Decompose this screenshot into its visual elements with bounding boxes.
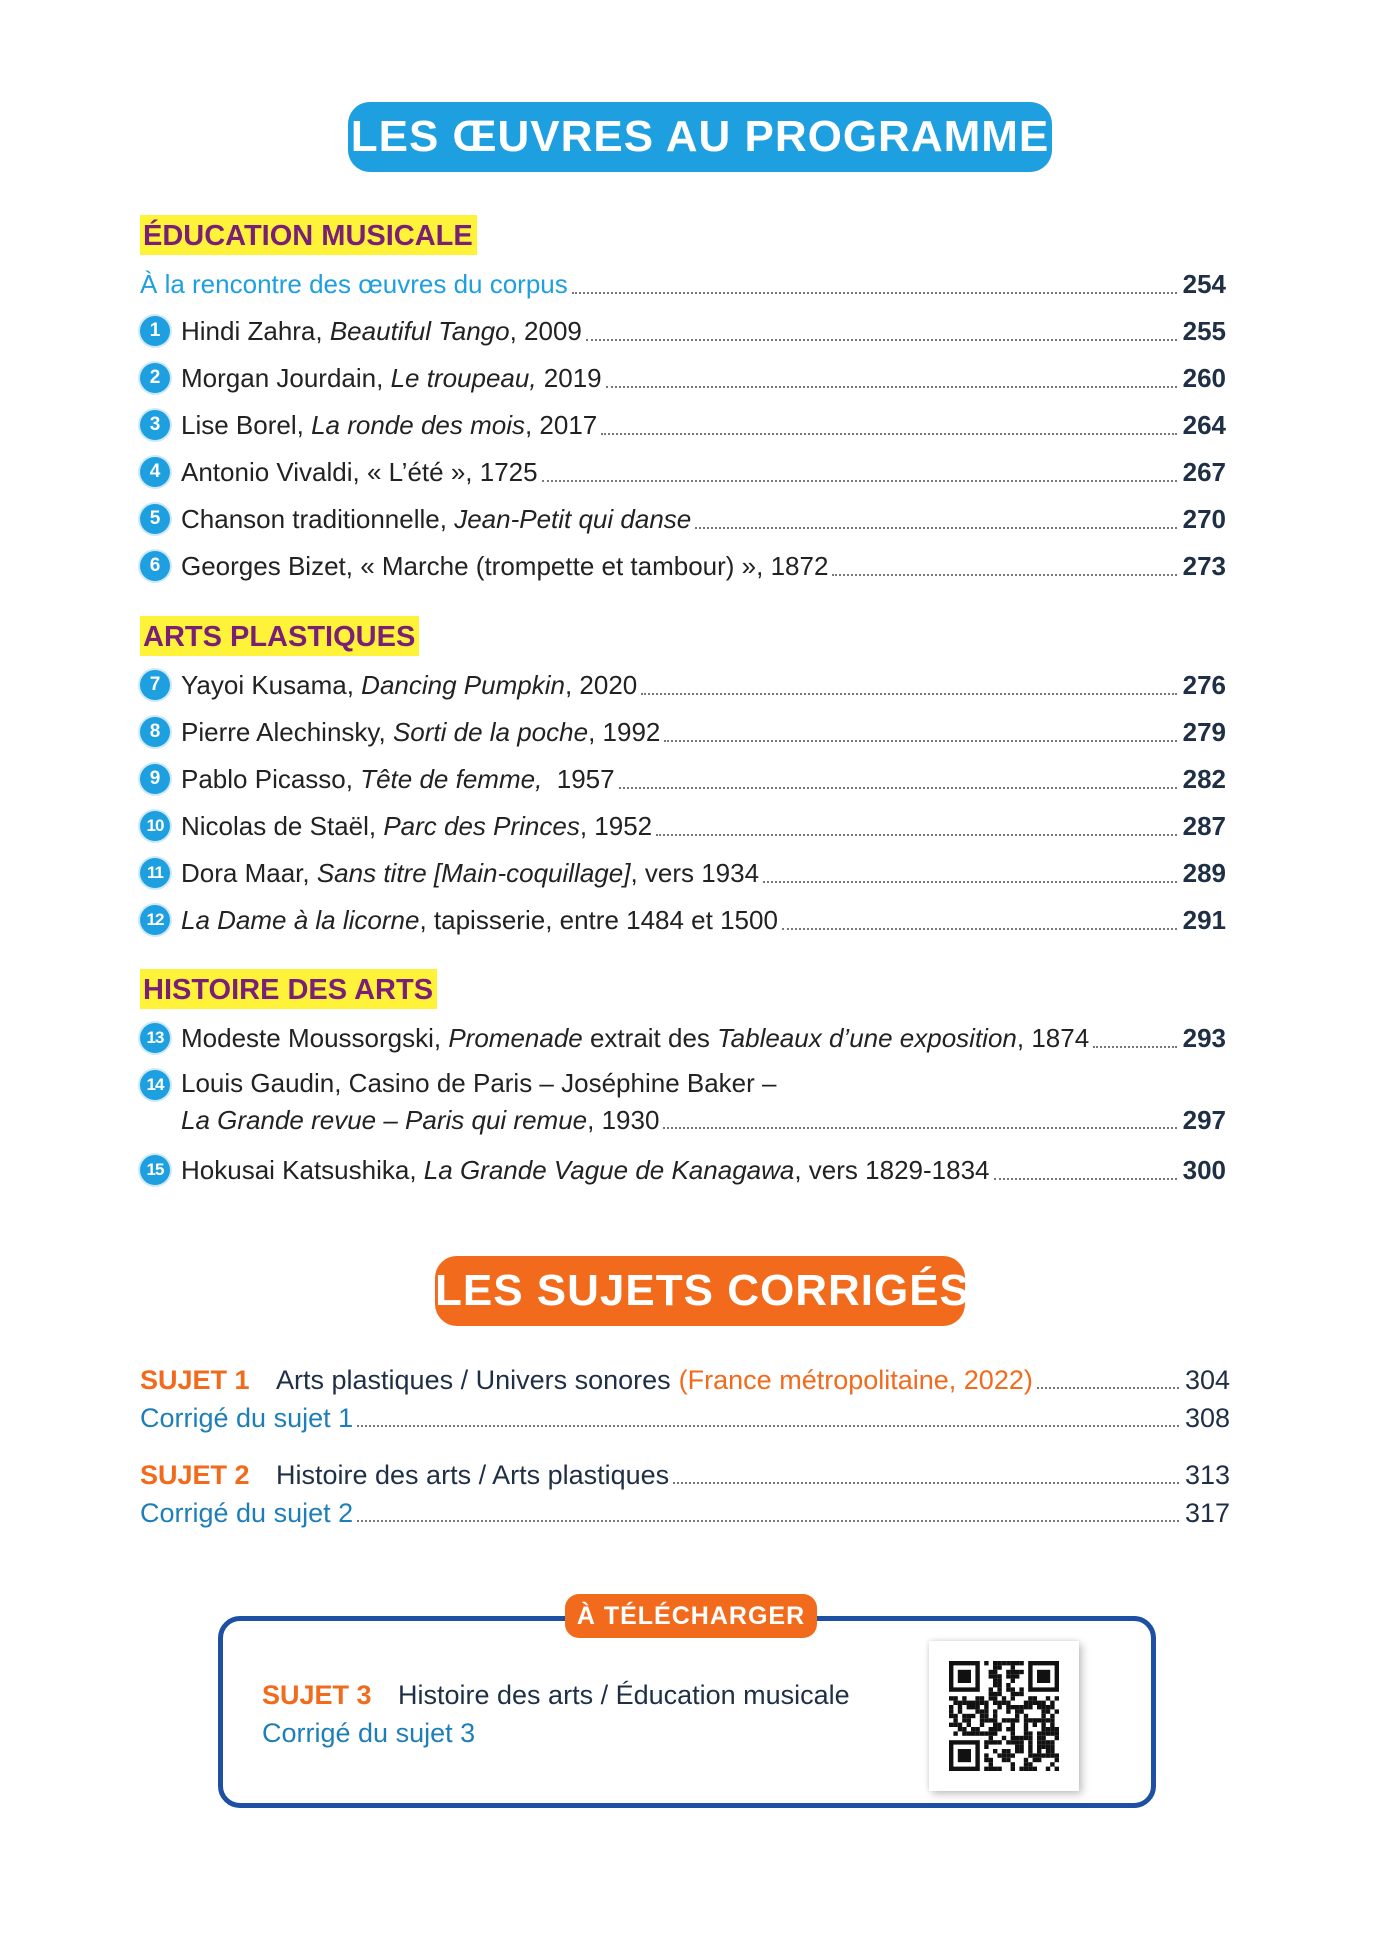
page-number: 297 (1182, 1104, 1226, 1135)
dot-leader (619, 787, 1177, 789)
toc-entry-1[interactable] (140, 311, 1226, 351)
dot-leader (673, 1482, 1179, 1484)
page-number: 270 (1182, 503, 1226, 534)
section-heading-arts-plastiques: ARTS PLASTIQUES (140, 616, 419, 656)
toc-entry-15[interactable] (140, 1150, 1226, 1190)
toc-entry-title: Morgan Jourdain, Le troupeau, 2019 (181, 362, 602, 393)
toc-entry-12[interactable] (140, 900, 1226, 940)
dot-leader (782, 928, 1177, 930)
toc-entry-7[interactable] (140, 665, 1226, 705)
sujet-label: SUJET 2 (140, 1459, 250, 1490)
sujet-2-entry[interactable] (140, 1456, 1230, 1494)
corrige-1-entry[interactable] (140, 1399, 1230, 1437)
sujet-label: SUJET 1 (140, 1364, 250, 1395)
toc-entry-title: Dora Maar, Sans titre [Main-coquillage], vers 1934 (181, 857, 760, 888)
sujet-1-entry[interactable] (140, 1361, 1230, 1399)
entry-number-badge: 4 (140, 457, 170, 487)
toc-entry-intro[interactable] (140, 264, 1226, 304)
toc-entry-title: Pablo Picasso, Tête de femme, 1957 (181, 763, 615, 794)
toc-entry-5[interactable] (140, 499, 1226, 539)
dot-leader (832, 574, 1176, 576)
page-number: 313 (1184, 1459, 1230, 1490)
toc-entry-title: Hindi Zahra, Beautiful Tango, 2009 (181, 315, 582, 346)
toc-entry-2[interactable] (140, 358, 1226, 398)
entry-number-badge: 9 (140, 764, 170, 794)
page-number: 289 (1182, 857, 1226, 888)
sujet-label: SUJET 3 (262, 1680, 372, 1710)
sujet-title: Histoire des arts / Arts plastiques (276, 1459, 670, 1490)
page-number: 291 (1182, 904, 1226, 935)
entry-number-badge: 2 (140, 363, 170, 393)
corrige-title: Corrigé du sujet 2 (140, 1497, 354, 1528)
sujet-source: (France métropolitaine, 2022) (678, 1364, 1033, 1395)
toc-entry-4[interactable] (140, 452, 1226, 492)
dot-leader (695, 527, 1176, 529)
toc-entry-3[interactable] (140, 405, 1226, 445)
entry-number-badge: 13 (140, 1023, 170, 1053)
dot-leader (664, 740, 1176, 742)
toc-entry-11[interactable] (140, 853, 1226, 893)
dot-leader (663, 1127, 1176, 1129)
page-number: 279 (1182, 716, 1226, 747)
page-number: 300 (1182, 1154, 1226, 1185)
page-number: 264 (1182, 409, 1226, 440)
toc-entry-title: Hokusai Katsushika, La Grande Vague de Kanagawa, vers 1829-1834 (181, 1154, 990, 1185)
dot-leader (641, 693, 1176, 695)
dot-leader (572, 292, 1177, 294)
page-number: 276 (1182, 669, 1226, 700)
toc-entry-title: Chanson traditionnelle, Jean-Petit qui danse (181, 503, 692, 534)
entry-number-badge: 5 (140, 504, 170, 534)
toc-entry-title: Georges Bizet, « Marche (trompette et tambour) », 1872 (181, 550, 829, 581)
oeuvres-banner: LES ŒUVRES AU PROGRAMME (348, 102, 1052, 172)
download-badge: À TÉLÉCHARGER (565, 1594, 817, 1638)
dot-leader (357, 1520, 1179, 1522)
entry-number-badge: 12 (140, 905, 170, 935)
entry-number-badge: 11 (140, 858, 170, 888)
sujet-title: Arts plastiques / Univers sonores (276, 1364, 671, 1395)
section-heading-histoire-des-arts: HISTOIRE DES ARTS (140, 969, 437, 1009)
page-number: 282 (1182, 763, 1226, 794)
corrige-3-entry[interactable]: Corrigé du sujet 3 (262, 1718, 476, 1748)
page-number: 308 (1184, 1402, 1230, 1433)
toc-entry-9[interactable] (140, 759, 1226, 799)
page-number: 260 (1182, 362, 1226, 393)
section-heading-education-musicale: ÉDUCATION MUSICALE (140, 215, 477, 255)
dot-leader (994, 1178, 1177, 1180)
toc-entry-title: Pierre Alechinsky, Sorti de la poche, 1992 (181, 716, 661, 747)
toc-entry-title: La Dame à la licorne, tapisserie, entre 1484 et 1500 (181, 904, 778, 935)
page-number: 273 (1182, 550, 1226, 581)
toc-entry-title: Yayoi Kusama, Dancing Pumpkin, 2020 (181, 669, 638, 700)
corrige-2-entry[interactable] (140, 1494, 1230, 1532)
dot-leader (656, 834, 1176, 836)
toc-entry-8[interactable] (140, 712, 1226, 752)
toc-entry-title: À la rencontre des œuvres du corpus (140, 268, 568, 299)
toc-entry-10[interactable] (140, 806, 1226, 846)
entry-number-badge: 7 (140, 670, 170, 700)
sujets-banner: LES SUJETS CORRIGÉS (435, 1256, 965, 1326)
page-number: 317 (1184, 1497, 1230, 1528)
page-number: 255 (1182, 315, 1226, 346)
dot-leader (357, 1425, 1179, 1427)
toc-entry-title: Modeste Moussorgski, Promenade extrait des Tableaux d’une exposition, 1874 (181, 1022, 1090, 1053)
corrige-title: Corrigé du sujet 1 (140, 1402, 354, 1433)
page-number: 254 (1182, 268, 1226, 299)
page-number: 287 (1182, 810, 1226, 841)
entry-number-badge: 8 (140, 717, 170, 747)
dot-leader (601, 433, 1176, 435)
toc-entry-title: Louis Gaudin, Casino de Paris – Joséphine Baker – (181, 1068, 777, 1098)
dot-leader (606, 386, 1177, 388)
dot-leader (763, 881, 1177, 883)
entry-number-badge: 10 (140, 811, 170, 841)
toc-entry-title: Lise Borel, La ronde des mois, 2017 (181, 409, 598, 440)
page-number: 304 (1184, 1364, 1230, 1395)
toc-entry-6[interactable] (140, 546, 1226, 586)
entry-number-badge: 14 (140, 1070, 170, 1100)
page-number: 267 (1182, 456, 1226, 487)
qr-code-icon[interactable] (929, 1641, 1079, 1791)
toc-entry-title: Nicolas de Staël, Parc des Princes, 1952 (181, 810, 653, 841)
toc-entry-14[interactable] (140, 1065, 1226, 1141)
toc-entry-title: Antonio Vivaldi, « L’été », 1725 (181, 456, 538, 487)
entry-number-badge: 3 (140, 410, 170, 440)
toc-entry-13[interactable] (140, 1018, 1226, 1058)
dot-leader (1093, 1046, 1176, 1048)
entry-number-badge: 15 (140, 1155, 170, 1185)
sujet-3-entry[interactable] (262, 1680, 850, 1711)
entry-number-badge: 6 (140, 551, 170, 581)
dot-leader (542, 480, 1177, 482)
dot-leader (586, 339, 1177, 341)
dot-leader (1037, 1387, 1179, 1389)
page-number: 293 (1182, 1022, 1226, 1053)
entry-number-badge: 1 (140, 316, 170, 346)
sujet-title: Histoire des arts / Éducation musicale (398, 1680, 850, 1710)
toc-entry-title-continued: La Grande revue – Paris qui remue, 1930 (181, 1104, 660, 1135)
